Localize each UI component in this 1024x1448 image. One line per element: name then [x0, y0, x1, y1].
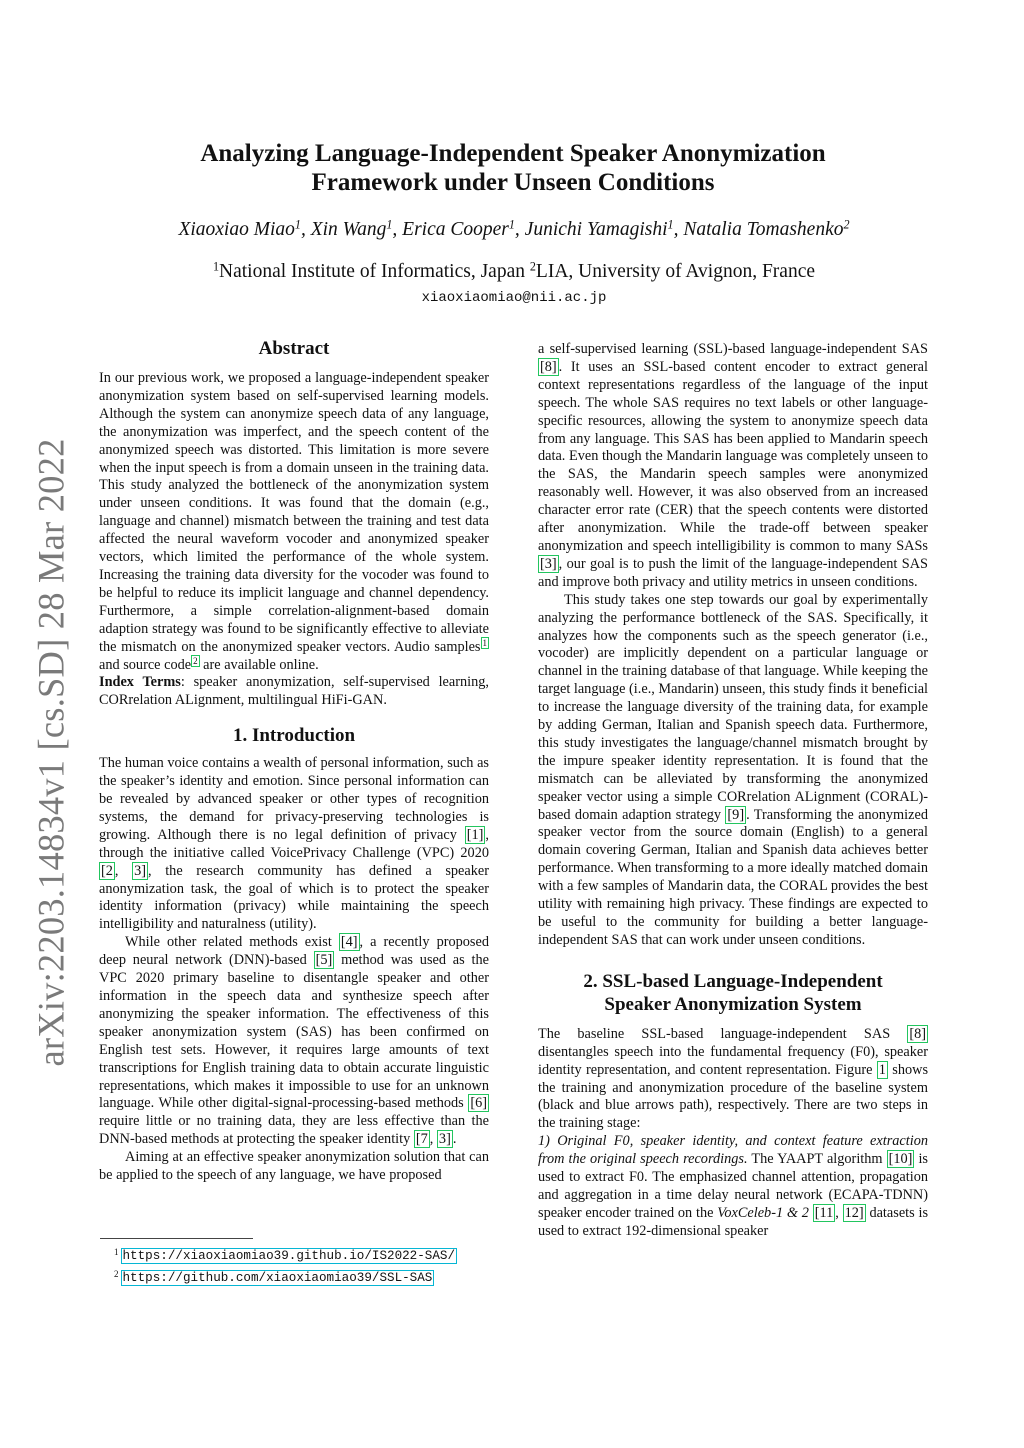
left-column: [99, 337, 489, 1185]
citation-link[interactable]: [2: [101, 862, 113, 879]
author-separator: ,: [673, 219, 684, 240]
citation-link[interactable]: 3]: [438, 1131, 451, 1148]
author-name: Xiaoxiao Miao: [178, 219, 295, 240]
citation-link[interactable]: [8]: [909, 1025, 926, 1042]
intro-text: method was used as the VPC 2020 primary baseline to disentangle speaker and other information in the speech data and synthesize speech after anonymizing the speaker information. The effectiveness of this speaker anonymization system (SAS) has been confirmed on English test sets. However, it requires large amounts of text transcriptions for English training data to obtain accurate linguistic representations, which makes it impossible to use for an unknown language. While other digital-signal-processing-based methods: [99, 952, 489, 1112]
section-2-heading-line-2: Speaker Anonymization System: [604, 993, 862, 1015]
author-name: Natalia Tomashenko: [683, 219, 844, 240]
body-text: shows the training and anonymization procedure of the baseline system (black and blue arrows path), respectively. There are two steps in the training stage:: [538, 1061, 929, 1132]
intro-text: ,: [114, 862, 133, 879]
author-separator: ,: [300, 219, 311, 240]
intro-paragraph-3: Aiming at an effective speaker anonymization solution that can be applied to the speech of any language, we have proposed: [99, 1149, 489, 1184]
citation-link[interactable]: [5]: [315, 952, 333, 969]
intro-text: , a recently proposed deep neural network (DNN)-based: [99, 934, 489, 969]
abstract-body-cont: and source code: [99, 656, 192, 673]
footnote-url-link[interactable]: https://xiaoxiaomiao39.github.io/IS2022-SAS/: [122, 1249, 456, 1263]
section-2-heading-line-1: 2. SSL-based Language-Independent: [583, 970, 883, 992]
arxiv-id-text: arXiv:2203.14834v1 [cs.SD] 28 Mar 2022: [30, 437, 72, 1067]
citation-link[interactable]: [4]: [340, 934, 358, 951]
author-affiliation-mark: 1: [667, 217, 674, 232]
index-terms-label: Index Terms: [99, 674, 181, 691]
author-name: Xin Wang: [310, 219, 387, 240]
intro-text: , our goal is to push the limit of the language-independent SAS and improve both privacy and utility metrics in unseen conditions.: [538, 555, 928, 590]
index-terms: [99, 674, 489, 710]
body-text: The baseline SSL-based language-independent SAS: [538, 1025, 908, 1042]
intro-text: .: [452, 1131, 457, 1148]
body-text: ,: [835, 1204, 843, 1221]
intro-text: require little or no training data, they are less effective than the DNN-based methods at protecting the speaker identity: [99, 1113, 489, 1148]
arxiv-identifier: [18, 437, 84, 1067]
body-text: The YAAPT algorithm: [747, 1151, 887, 1168]
abstract-text: [99, 370, 489, 674]
right-column: [538, 341, 928, 1241]
footnote-mark: 1: [114, 1247, 119, 1257]
citation-link[interactable]: [8]: [540, 358, 557, 375]
intro-text: This study takes one step towards our goal by experimentally analyzing the performance bottleneck of the SAS. Specifically, it analyzes how the components such as the speech generator (i.e., vocoder) are implicitly dependent on a particular language or channel in the training database of that language. While keeping the target language (i.e., Mandarin) unseen, this study finds it beneficial to increase the language diversity of the training data, for example by adding German, Italian and Spanish speech data. Furthermore, this study investigates the language/channel mismatch brought by the impure speaker identity representation. It is found that the mismatch can be alleviated by transforming the anonymized speaker vector using a simple CORrelation ALignment (CORAL)-based domain adaption strategy: [538, 591, 929, 823]
citation-link[interactable]: 12]: [844, 1204, 864, 1221]
step-title: 1) Original F0, speaker identity, and context feature extraction from the original speech recordings.: [538, 1133, 928, 1168]
citation-link[interactable]: [6]: [470, 1095, 487, 1112]
title-line-2: Framework under Unseen Conditions: [311, 169, 715, 196]
author-name: Erica Cooper: [402, 219, 509, 240]
footnote-ref[interactable]: 2: [193, 655, 198, 666]
intro-paragraph-2: [99, 934, 489, 1149]
intro-text: a self-supervised learning (SSL)-based language-independent SAS: [538, 341, 928, 357]
affiliation-1: National Institute of Informatics, Japan: [219, 261, 530, 282]
author-affiliation-mark: 1: [294, 217, 301, 232]
author-affiliation-mark: 1: [508, 217, 515, 232]
section-1-heading: 1. Introduction: [232, 725, 356, 747]
intro-paragraph-5: [538, 592, 928, 950]
intro-text: . Transforming the anonymized speaker vector from the source domain (English) to a general domain covering German, Italian and Spanish data achieves better performance. When transforming to a more ideally matched domain with a few samples of Mandarin data, the CORAL provides the best utility with remaining high privacy. These findings are expected to be useful to the community for building a better language-independent SAS that can work under unseen conditions.: [538, 806, 928, 948]
footnote-ref[interactable]: 1: [482, 637, 487, 648]
intro-text: . It uses an SSL-based content encoder to extract general context representations regardless of the language of the input speech. The whole SAS requires no text labels or other language-specific resources, allowing the system to anonymize speech data from any language. This SAS has been applied to Mandarin speech data. Even though the Mandarin language was completely unseen to the SAS, the Mandarin speech samples were anonymized reasonably well. However, it was also observed from an increased character error rate (CER) that the speech contents were distorted after anonymization. While the trade-off between speaker anonymization and speech intelligibility is common to many SASs: [538, 358, 928, 554]
abstract-heading: Abstract: [258, 338, 330, 359]
author-separator: ,: [392, 219, 403, 240]
intro-paragraph-1: [99, 755, 489, 934]
citation-link[interactable]: 3]: [134, 862, 147, 879]
body-text: datasets is used to extract 192-dimensional speaker: [538, 1204, 929, 1239]
author-list: [100, 217, 928, 243]
footnote-url-link[interactable]: https://github.com/xiaoxiaomiao39/SSL-SAS: [122, 1271, 433, 1285]
affiliations: [100, 259, 928, 285]
section-2-paragraph-2: [538, 1133, 928, 1240]
body-text: is used to extract F0. The emphasized channel attention, propagation and aggregation in a time delay neural network (ECAPA-TDNN) speaker encoder trained on the: [538, 1151, 928, 1221]
section-2-heading: [538, 970, 928, 1016]
intro-text: While other related methods exist: [125, 934, 339, 951]
footnote-2: [114, 1265, 534, 1287]
footnote-mark: 2: [114, 1269, 119, 1279]
author-name: Junichi Yamagishi: [524, 219, 668, 240]
citation-link[interactable]: [1]: [466, 826, 484, 843]
citation-link[interactable]: [9]: [727, 806, 745, 823]
footnotes: [114, 1243, 534, 1287]
affiliation-2: LIA, University of Avignon, France: [535, 261, 816, 282]
footnote-divider: [100, 1238, 253, 1239]
section-2-paragraph-1: [538, 1026, 928, 1133]
intro-text: , through the initiative called VoicePrivacy Challenge (VPC) 2020: [99, 826, 489, 861]
paper-title: [130, 139, 896, 197]
author-affiliation-mark: 2: [843, 217, 850, 232]
index-terms-text: : speaker anonymization, self-supervised learning, CORrelation ALignment, multilingual HiFi-GAN.: [99, 674, 489, 709]
author-separator: ,: [514, 219, 525, 240]
dataset-name: VoxCeleb-1 & 2: [717, 1204, 809, 1221]
contact-email[interactable]: xiaoxiaomiao@nii.ac.jp: [421, 290, 607, 306]
intro-text: The human voice contains a wealth of personal information, such as the speaker’s identity and emotion. Since personal information can be revealed by advanced speaker or other types of recognition systems, the demand for privacy-preserving technologies is growing. Although there is no legal definition of privacy: [99, 755, 489, 843]
figure-ref-link[interactable]: 1: [878, 1061, 886, 1078]
intro-text: ,: [429, 1131, 437, 1148]
footnote-1: [114, 1243, 534, 1265]
affiliation-mark: 1: [212, 259, 220, 274]
title-line-1: Analyzing Language-Independent Speaker Anonymization: [200, 140, 826, 167]
author-affiliation-mark: 1: [386, 217, 393, 232]
abstract-body-end: are available online.: [199, 656, 319, 673]
body-text: disentangles speech into the fundamental frequency (F0), speaker identity representation, and content representation. Figure: [538, 1043, 928, 1078]
affiliation-mark: 2: [529, 259, 536, 274]
citation-link[interactable]: [11: [814, 1204, 834, 1221]
citation-link[interactable]: [3]: [540, 555, 557, 572]
abstract-body: In our previous work, we proposed a language-independent speaker anonymization system based on self-supervised learning models. Although the system can anonymize speech data of any language, the anonymization was imperfect, and the speech content of the anonymized speech was distorted. This limitation is more severe when the input speech is from a domain unseen in the training data. This study analyzed the bottleneck of the anonymization system under unseen conditions. It was found that the domain (e.g., language and channel) mismatch between the training and test data affected the neural waveform vocoder and anonymized speaker vectors, which limited the performance of the whole system. Increasing the training data diversity for the vocoder was found to be helpful to reduce its implicit language and channel dependency. Furthermore, a simple correlation-alignment-based domain adaption strategy was found to be significantly effective to alleviate the mismatch on the anonymized speaker vectors. Audio samples: [99, 370, 489, 655]
intro-text: , the research community has defined a speaker anonymization task, the goal of which is to protect the speaker identity information (privacy) while maintaining the speech intelligibility and naturalness (utility).: [99, 862, 489, 933]
intro-paragraph-4: [538, 341, 928, 592]
citation-link[interactable]: [7: [415, 1131, 428, 1148]
citation-link[interactable]: [10]: [888, 1151, 913, 1168]
